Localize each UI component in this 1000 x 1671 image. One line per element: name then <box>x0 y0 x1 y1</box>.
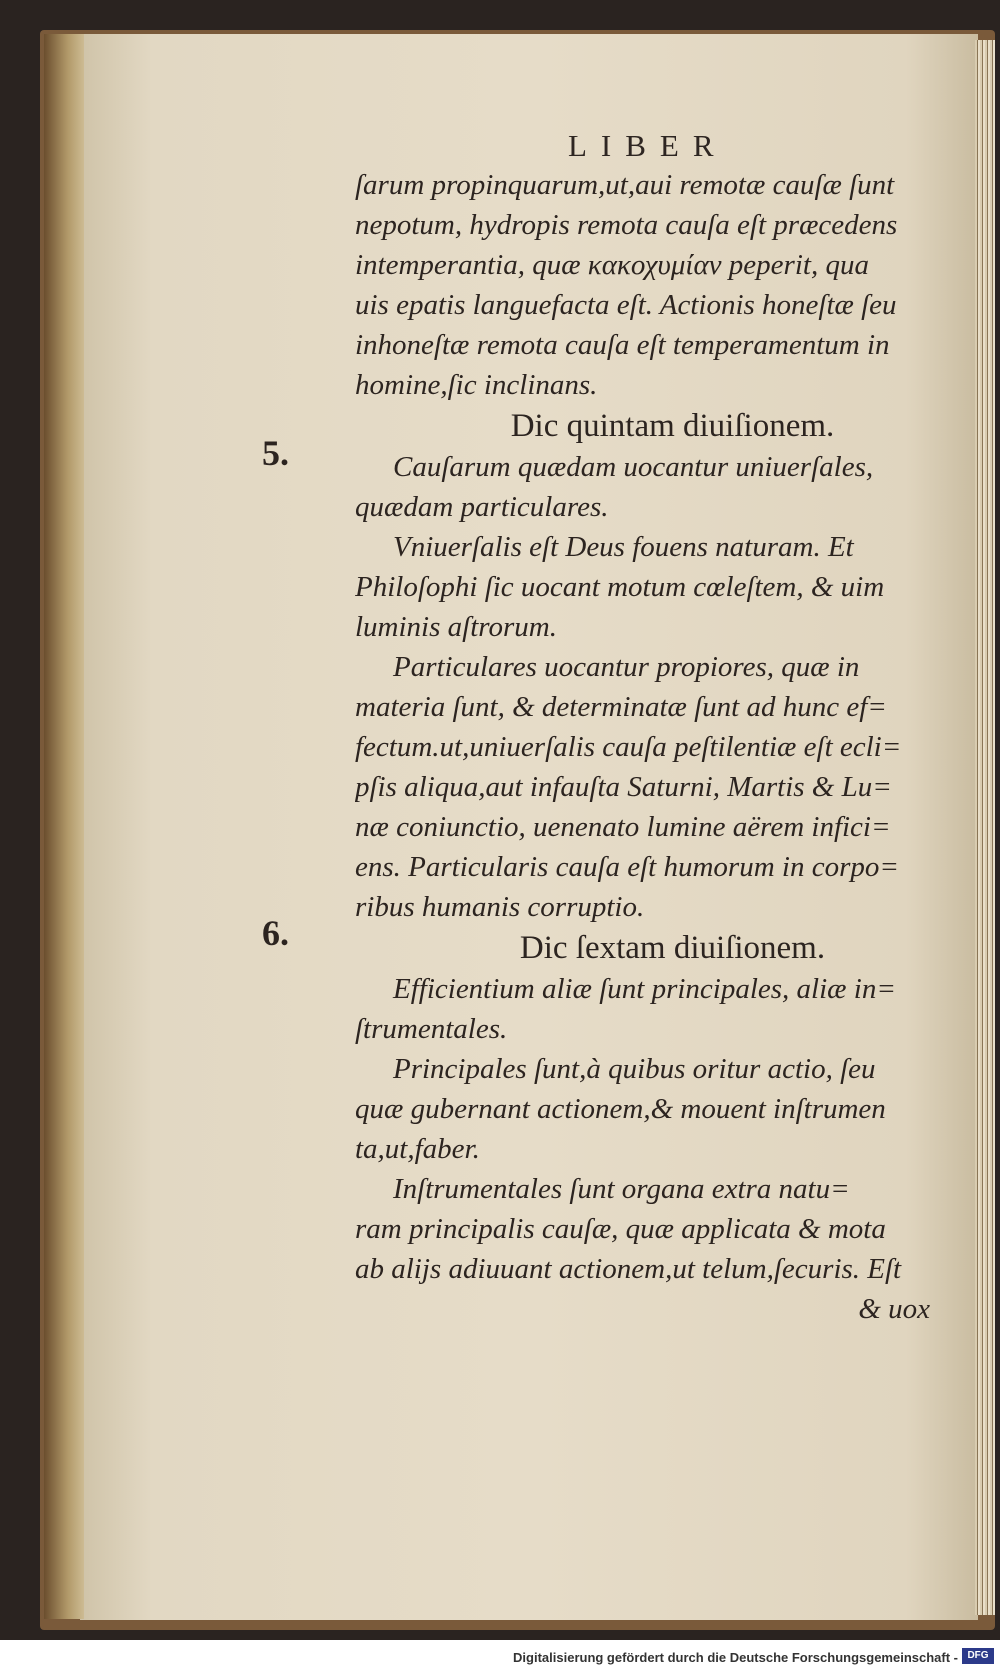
text-line: intemperantia, quæ κακοχυμίαν peperit, qua <box>355 249 869 281</box>
margin-number-6: 6. <box>262 913 289 953</box>
text-line: Principales ſunt,à quibus oritur actio, ſeu <box>393 1053 876 1085</box>
section-heading: Dic quintam diuiſionem. <box>510 408 835 444</box>
text-line: ta,ut,faber. <box>355 1133 480 1165</box>
text-line: pſis aliqua,aut infauſta Saturni, Martis & Lu= <box>355 771 892 803</box>
text-line: inhoneſtæ remota cauſa eſt temperamentum in <box>355 329 890 361</box>
text-line: Philoſophi ſic uocant motum cœleſtem, & uim <box>355 571 885 603</box>
section-heading: Dic ſextam diuiſionem. <box>519 930 826 966</box>
text-line: ribus humanis corruptio. <box>355 891 645 923</box>
text-line: nepotum, hydropis remota cauſa eſt præcedens <box>355 209 898 241</box>
text-line: ens. Particularis cauſa eſt humorum in corpo= <box>355 851 899 883</box>
text-line: næ coniunctio, uenenato lumine aërem infici= <box>355 811 891 843</box>
text-line: materia ſunt, & determinatæ ſunt ad hunc ef= <box>355 691 887 723</box>
page-fore-edge <box>975 40 995 1615</box>
text-line: quædam particulares. <box>355 491 609 523</box>
text-line: ſtrumentales. <box>355 1013 508 1045</box>
margin-number-5: 5. <box>262 433 289 473</box>
text-line: luminis aſtrorum. <box>355 611 557 643</box>
text-line: homine,ſic inclinans. <box>355 369 598 401</box>
text-line: uis epatis languefacta eſt. Actionis honeſtæ ſeu <box>355 289 897 321</box>
text-line: Cauſarum quædam uocantur uniuerſales, <box>393 451 874 483</box>
text-line: fectum.ut,uniuerſalis cauſa peſtilentiæ eſt ecli= <box>355 731 902 763</box>
page-gutter <box>44 34 84 1619</box>
text-line: Vniuerſalis eſt Deus fouens naturam. Et <box>393 531 854 563</box>
text-line: ram principalis cauſæ, quæ applicata & mota <box>355 1213 886 1245</box>
dfg-logo: DFG <box>962 1648 994 1664</box>
text-line: & uox <box>858 1293 930 1325</box>
text-line: Particulares uocantur propiores, quæ in <box>393 651 860 683</box>
body-text <box>355 165 970 1329</box>
text-line: ab alijs adiuuant actionem,ut telum,ſecuris. Eſt <box>355 1253 902 1285</box>
text-line: Efficientium aliæ ſunt principales, aliæ in= <box>393 973 896 1005</box>
text-line: Inſtrumentales ſunt organa extra natu= <box>393 1173 850 1205</box>
footer-credit: Digitalisierung gefördert durch die Deutsche Forschungsgemeinschaft - <box>513 1650 958 1665</box>
running-head: LIBER <box>568 128 728 163</box>
text-line: ſarum propinquarum,ut,aui remotæ cauſæ ſunt <box>355 169 895 201</box>
text-line: quæ gubernant actionem,& mouent inſtrumen <box>355 1093 886 1125</box>
